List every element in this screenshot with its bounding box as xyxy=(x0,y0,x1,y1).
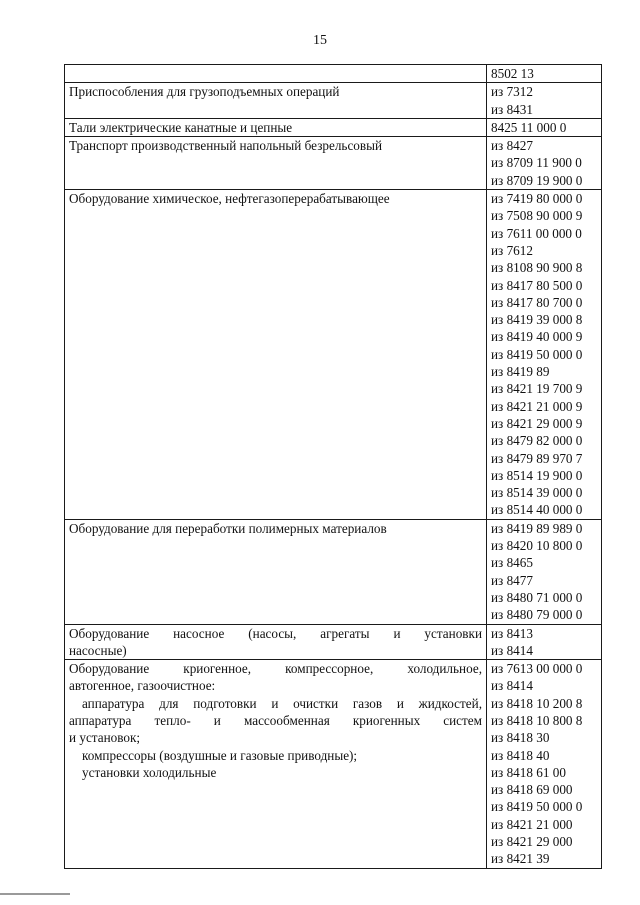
table-row xyxy=(65,519,602,624)
tn-ved-code: 8425 11 000 0 xyxy=(491,119,567,135)
tn-ved-code-cell xyxy=(487,519,602,624)
tn-ved-code: из 8480 71 000 0 xyxy=(491,589,583,605)
table-row xyxy=(65,137,602,190)
equipment-name-line: Транспорт производственный напольный безрельсовый xyxy=(69,138,383,154)
equipment-name-line: Оборудование для переработки полимерных материалов xyxy=(69,520,387,536)
tn-ved-code: из 8421 29 000 xyxy=(491,834,573,850)
tn-ved-code: из 7312 xyxy=(491,84,533,100)
equipment-name-cell xyxy=(65,137,487,190)
tn-ved-code: из 8514 19 900 0 xyxy=(491,467,583,483)
tn-ved-code-cell xyxy=(487,137,602,190)
table-body xyxy=(65,65,602,869)
tn-ved-code: из 8421 21 000 xyxy=(491,816,573,832)
tn-ved-code: из 8427 xyxy=(491,138,533,154)
equipment-name-cell xyxy=(65,65,487,83)
equipment-name-line: насосные) xyxy=(69,642,127,658)
tn-ved-code: из 8419 39 000 8 xyxy=(491,312,583,328)
table-row xyxy=(65,118,602,136)
tn-ved-code: из 8417 80 500 0 xyxy=(491,277,583,293)
equipment-name-cell xyxy=(65,83,487,119)
equipment-codes-table xyxy=(64,64,602,869)
tn-ved-code: из 8418 10 200 8 xyxy=(491,695,583,711)
tn-ved-code: из 8418 61 00 xyxy=(491,764,566,780)
tn-ved-code: из 8480 79 000 0 xyxy=(491,607,583,623)
equipment-name-cell xyxy=(65,660,487,869)
tn-ved-code: из 7612 xyxy=(491,242,533,258)
tn-ved-code: из 8709 19 900 0 xyxy=(491,172,583,188)
tn-ved-code: из 7508 90 000 9 xyxy=(491,208,583,224)
equipment-name-line: Оборудование химическое, нефтегазоперерабатывающее xyxy=(69,191,390,207)
tn-ved-code: из 7613 00 000 0 xyxy=(491,661,583,677)
table-row xyxy=(65,624,602,660)
equipment-name-line: и установок; xyxy=(69,730,141,746)
tn-ved-code: из 8421 19 700 9 xyxy=(491,381,583,397)
tn-ved-code: из 8420 10 800 0 xyxy=(491,538,583,554)
tn-ved-code: из 8514 40 000 0 xyxy=(491,502,583,518)
tn-ved-code: из 8419 89 989 0 xyxy=(491,520,583,536)
tn-ved-code: из 8418 30 xyxy=(491,730,550,746)
tn-ved-code: из 8421 29 000 9 xyxy=(491,415,583,431)
tn-ved-code: из 8418 10 800 8 xyxy=(491,712,583,728)
tn-ved-code: из 8465 xyxy=(491,555,533,571)
equipment-name-line: Приспособления для грузоподъемных операций xyxy=(69,84,340,100)
tn-ved-code: из 8417 80 700 0 xyxy=(491,294,583,310)
tn-ved-code-cell xyxy=(487,660,602,869)
tn-ved-code: из 8418 40 xyxy=(491,747,550,763)
tn-ved-code-cell xyxy=(487,65,602,83)
equipment-name-cell xyxy=(65,624,487,660)
tn-ved-code-cell xyxy=(487,83,602,119)
equipment-name-line: установки холодильные xyxy=(82,764,217,780)
tn-ved-code: из 8421 21 000 9 xyxy=(491,398,583,414)
tn-ved-code: из 8514 39 000 0 xyxy=(491,485,583,501)
tn-ved-code-cell xyxy=(487,624,602,660)
tn-ved-code: из 8418 69 000 xyxy=(491,782,573,798)
equipment-name-cell xyxy=(65,190,487,520)
tn-ved-code: из 8479 82 000 0 xyxy=(491,433,583,449)
equipment-name-line: автогенное, газоочистное: xyxy=(69,678,216,694)
tn-ved-code-cell xyxy=(487,190,602,520)
tn-ved-code: из 8419 89 xyxy=(491,364,550,380)
tn-ved-code: из 8477 xyxy=(491,572,533,588)
equipment-name-line: аппаратура для подготовки и очистки газов и жидкостей, xyxy=(82,695,482,711)
tn-ved-code: 8502 13 xyxy=(491,66,534,81)
tn-ved-code: из 8431 xyxy=(491,101,533,117)
table-row xyxy=(65,83,602,119)
tn-ved-code: из 8709 11 900 0 xyxy=(491,155,582,171)
table-row xyxy=(65,190,602,520)
tn-ved-code: из 8419 50 000 0 xyxy=(491,799,583,815)
tn-ved-code: из 8413 xyxy=(491,625,533,641)
tn-ved-code: из 7419 80 000 0 xyxy=(491,191,583,207)
equipment-name-line: Оборудование насосное (насосы, агрегаты и установки xyxy=(69,625,482,641)
tn-ved-code: из 8419 50 000 0 xyxy=(491,346,583,362)
equipment-name-line: Оборудование криогенное, компрессорное, холодильное, xyxy=(69,661,482,677)
tn-ved-code: из 8419 40 000 9 xyxy=(491,329,583,345)
equipment-name-cell xyxy=(65,519,487,624)
tn-ved-code: из 8414 xyxy=(491,678,533,694)
tn-ved-code: из 8108 90 900 8 xyxy=(491,260,583,276)
tn-ved-code: из 8414 xyxy=(491,642,533,658)
scan-edge-mark xyxy=(0,893,70,895)
tn-ved-code: из 7611 00 000 0 xyxy=(491,225,582,241)
tn-ved-code-cell xyxy=(487,118,602,136)
equipment-name-cell xyxy=(65,118,487,136)
equipment-name-line: компрессоры (воздушные и газовые приводные); xyxy=(82,747,358,763)
tn-ved-code: из 8421 39 xyxy=(491,851,550,867)
page-number: 15 xyxy=(313,33,327,48)
table-row xyxy=(65,660,602,869)
equipment-name-line: аппаратура тепло- и массообменная криогенных систем xyxy=(69,712,482,728)
equipment-name-line: Тали электрические канатные и цепные xyxy=(69,119,293,135)
table-row xyxy=(65,65,602,83)
tn-ved-code: из 8479 89 970 7 xyxy=(491,450,583,466)
